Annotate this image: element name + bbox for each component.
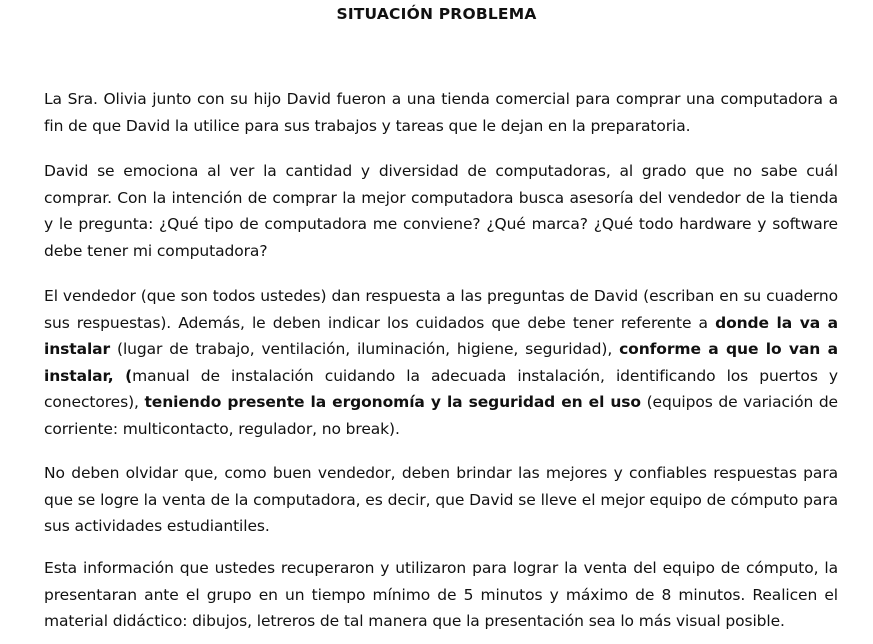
- page-title: SITUACIÓN PROBLEMA: [336, 5, 537, 23]
- paragraph-presentation: Esta información que ustedes recuperaron y utilizaron para lograr la venta del equipo de cómputo, la presentaran ante el grupo en un tiempo mínimo de 5 minutos y máximo de 8 minutos. Realicen el material didáctico: dibujos, letreros de tal manera que la presentación sea lo más visual posible.: [44, 559, 838, 630]
- text-segment: (equipos de variación de corriente: multicontacto, regulador, no break).: [44, 393, 838, 438]
- bold-phrase-ergonomics-safety: teniendo presente la ergonomía y la seguridad en el uso: [144, 393, 641, 411]
- text-segment: (lugar de trabajo, ventilación, iluminación, higiene, seguridad),: [110, 340, 620, 358]
- text-segment: El vendedor (que son todos ustedes) dan respuesta a las preguntas de David (escriban en su cuaderno sus respuestas). Además, le deben indicar los cuidados que debe tener referente a: [44, 287, 838, 332]
- paragraph-intro: La Sra. Olivia junto con su hijo David fueron a una tienda comercial para comprar una computadora a fin de que David la utilice para sus trabajos y tareas que le dejan en la preparatoria.: [44, 90, 838, 135]
- paragraph-david-questions: David se emociona al ver la cantidad y diversidad de computadoras, al grado que no sabe cuál comprar. Con la intención de comprar la mejor computadora busca asesoría del vendedor de la tienda y le pregunta: ¿Qué tipo de computadora me conviene? ¿Qué marca? ¿Qué todo hardware y software debe tener mi computadora?: [44, 162, 838, 260]
- bold-phrase-install-manner: conforme a que lo van a instalar, (: [44, 340, 838, 385]
- paragraph-vendor-instructions: [44, 283, 838, 442]
- bold-phrase-install-location: donde la va a instalar: [44, 313, 839, 358]
- text-segment: manual de instalación cuidando la adecuada instalación, identificando los puertos y conectores),: [44, 366, 838, 411]
- paragraph-good-seller: No deben olvidar que, como buen vendedor, deben brindar las mejores y confiables respuestas para que se logre la venta de la computadora, es decir, que David se lleve el mejor equipo de cómputo para sus actividades estudiantiles.: [44, 464, 838, 535]
